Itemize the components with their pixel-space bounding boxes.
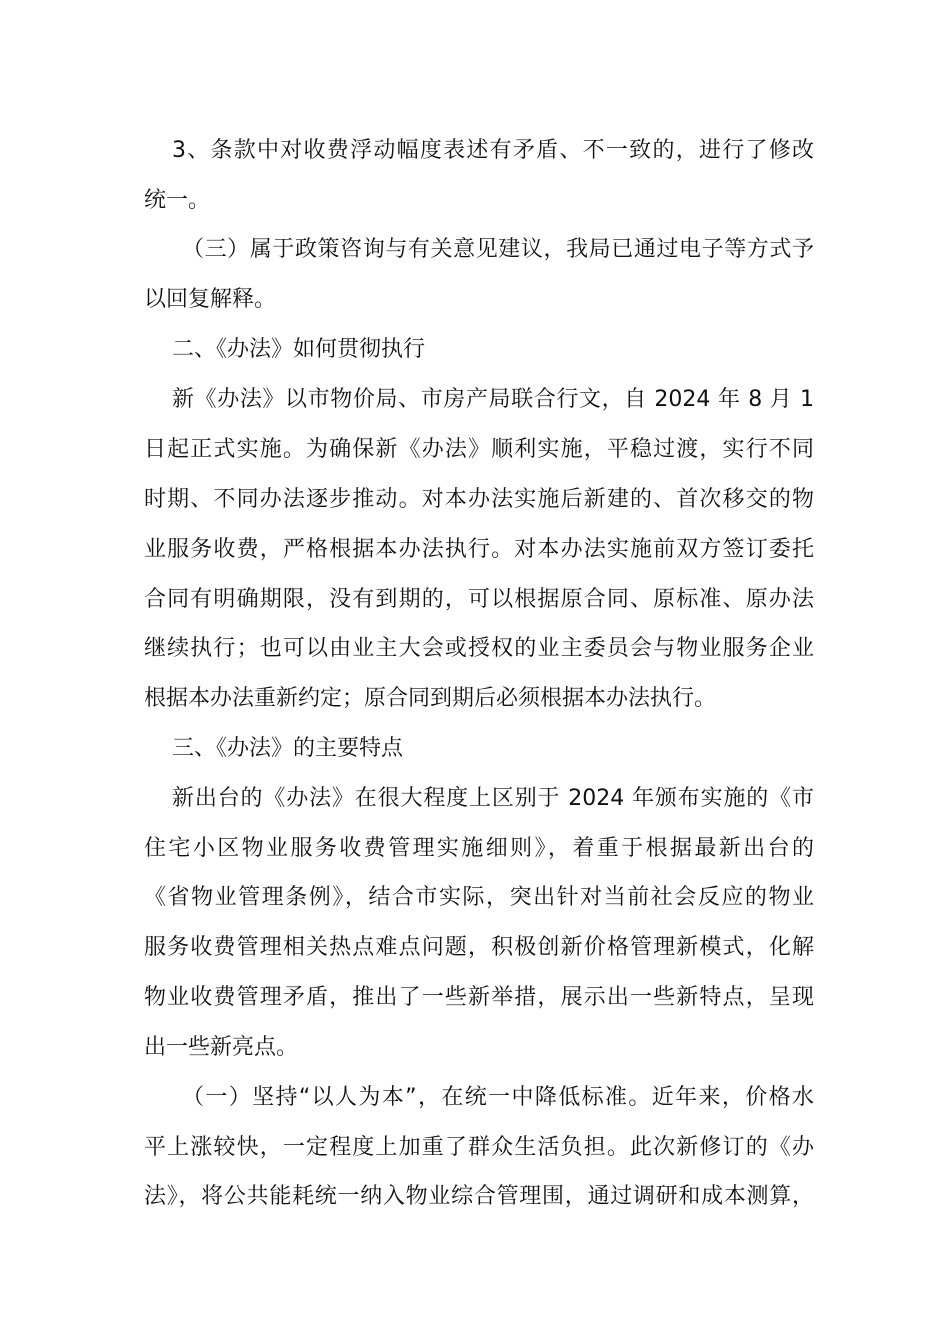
paragraph-line: 住宅小区物业服务收费管理实施细则》，着重于根据最新出台的 xyxy=(144,836,814,861)
paragraph-line: （一）坚持“以人为本”，在统一中降低标准。近年来，价格水 xyxy=(182,1085,815,1110)
paragraph-line: 时期、不同办法逐步推动。对本办法实施后新建的、首次移交的物 xyxy=(144,487,814,512)
paragraph-line: 新出台的《办法》在很大程度上区别于 2024 年颁布实施的《市 xyxy=(172,786,814,811)
paragraph-line: 平上涨较快，一定程度上加重了群众生活负担。此次新修订的《办 xyxy=(144,1135,814,1160)
paragraph-line: 根据本办法重新约定；原合同到期后必须根据本办法执行。 xyxy=(144,686,717,711)
paragraph-line: 物业收费管理矛盾，推出了一些新举措，展示出一些新特点，呈现 xyxy=(144,985,814,1010)
section-heading: 三、《办法》的主要特点 xyxy=(172,736,404,761)
paragraph-line: 新《办法》以市物价局、市房产局联合行文，自 2024 年 8 月 1 xyxy=(172,387,814,412)
paragraph-line: 以回复解释。 xyxy=(144,287,277,312)
paragraph-line: 统一。 xyxy=(144,188,211,213)
paragraph-line: 日起正式实施。为确保新《办法》顺利实施，平稳过渡，实行不同 xyxy=(144,437,814,462)
paragraph-line: 合同有明确期限，没有到期的，可以根据原合同、原标准、原办法 xyxy=(144,587,814,612)
paragraph-line: 3、条款中对收费浮动幅度表述有矛盾、不一致的，进行了修改 xyxy=(172,138,814,163)
paragraph-line: 《省物业管理条例》，结合市实际，突出针对当前社会反应的物业 xyxy=(144,885,814,910)
paragraph-line: 业服务收费，严格根据本办法执行。对本办法实施前双方签订委托 xyxy=(144,537,814,562)
section-heading: 二、《办法》如何贯彻执行 xyxy=(172,337,426,362)
paragraph-line: 服务收费管理相关热点难点问题，积极创新价格管理新模式，化解 xyxy=(144,935,814,960)
paragraph-line: 继续执行；也可以由业主大会或授权的业主委员会与物业服务企业 xyxy=(144,636,814,661)
paragraph-line: （三）属于政策咨询与有关意见建议，我局已通过电子等方式予 xyxy=(182,237,814,262)
paragraph-line: 出一些新亮点。 xyxy=(144,1035,299,1060)
paragraph-line: 法》，将公共能耗统一纳入物业综合管理围，通过调研和成本测算， xyxy=(144,1184,814,1209)
